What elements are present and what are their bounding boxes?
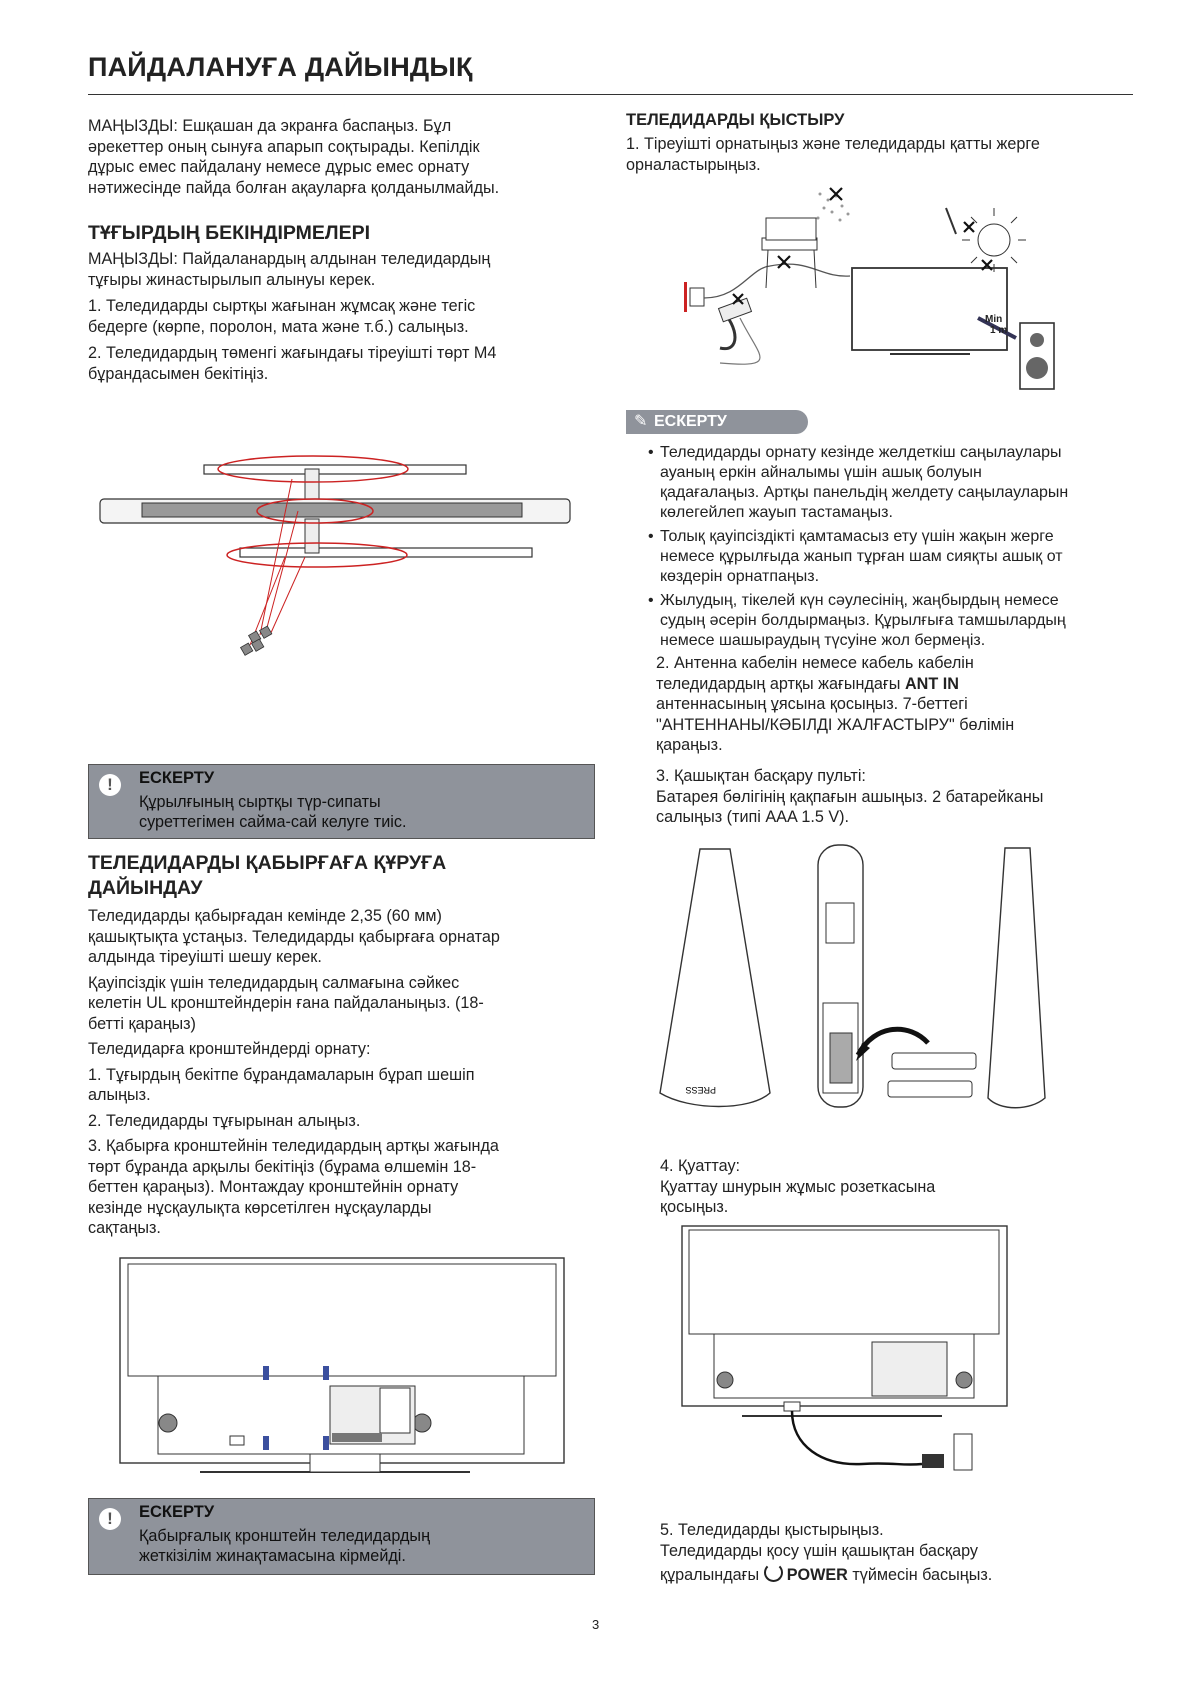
- remote-battery-illustration: [660, 843, 1060, 1113]
- note-header: ✎ ЕСКЕРТУ: [626, 410, 808, 434]
- connect-step-2: 2. Антенна кабелін немесе кабель кабелін теледидардың артқы жағындағы ANT IN антеннасының ұясына қосыңыз. 7-беттегі "АНТЕННАНЫ/КӘБІЛДІ ЖАЛҒАСТЫРУ" бөлімін қараңыз.: [656, 654, 1015, 754]
- important-warning: МАҢЫЗДЫ: Ешқашан да экранға баспаңыз. Бұл әрекеттер оның сынуға апарып соқтырады. Кепілдік дұрыс емес пайдалану немесе дұрыс емес орнату нәтижесінде пайда болған ақауларға қолданылмайды.: [88, 117, 500, 197]
- stand-heading: ТҰҒЫРДЫҢ БЕКІНДІРМЕЛЕРІ: [88, 222, 371, 244]
- connect-step-5: 5. Теледидарды қыстырыңыз. Теледидарды қосу үшін қашықтан басқару құралындағы POWER түймесін басыңыз.: [660, 1521, 993, 1584]
- stand-assembly-illustration: [100, 445, 580, 685]
- connect-step-3: 3. Қашықтан басқару пульті: Батарея бөлігінің қақпағын ашыңыз. 2 батарейканы салыңыз (типі AAA 1.5 V).: [656, 767, 1044, 826]
- stand-step-2: 2. Теледидардың төменгі жағындағы тіреуішті төрт М4 бұрандасымен бекітіңіз.: [88, 344, 497, 383]
- stand-step-1: 1. Теледидарды сыртқы жағынан жұмсақ және тегіс бедерге (көрпе, поролон, мата және т.б.) салыңыз.: [88, 297, 476, 336]
- wall-mount-heading: ТЕЛЕДИДАРДЫ ҚАБЫРҒАҒА ҚҰРУҒА ДАЙЫНДАУ: [88, 852, 447, 899]
- page-title: ПАЙДАЛАНУҒА ДАЙЫНДЫҚ: [88, 52, 473, 82]
- tv-back-bracket-illustration: [120, 1258, 570, 1488]
- connect-heading: ТЕЛЕДИДАРДЫ ҚЫСТЫРУ: [626, 111, 845, 129]
- note-bracket-not-included: ! ЕСКЕРТУ Қабырғалық кронштейн теледидардың жеткізілім жинақтамасына кірмейді.: [88, 1498, 595, 1575]
- note-exterior: ! ЕСКЕРТУ Құрылғының сыртқы түр-сипаты суреттегімен сайма-сай келуге тиіс.: [88, 764, 595, 839]
- bullet-ventilation: • Теледидарды орнату кезінде желдеткіш саңылаулары ауаның еркін айналымы үшін ашық болуын қадағалаңыз. Артқы панельдің желдету саңылауларын көлегейлеп жауып тастамаңыз.: [660, 443, 1128, 523]
- min-distance-label: Min 1 m: [985, 314, 1008, 336]
- power-cord-illustration: [672, 1226, 1012, 1496]
- connect-step-1: 1. Тіреуішті орнатыңыз және теледидарды қатты жерге орналастырыңыз.: [626, 135, 1040, 174]
- bullet-open-flame: • Толық қауіпсіздікті қамтамасыз ету үшін жақын жерге немесе құрылғыда жанып тұрған шам сияқты ашық от көздерін орнатпаңыз.: [660, 527, 1128, 587]
- pencil-icon: ✎: [634, 413, 648, 430]
- page-number: 3: [592, 1617, 600, 1632]
- bullet-heat-water: • Жылудың, тікелей күн сәулесінің, жаңбырдың немесе судың әсерін болдырмаңыз. Құрылғыға тамшылардың немесе шашыраудың түсуіне жол бермеңіз.: [660, 591, 1128, 651]
- exclamation-icon: !: [99, 774, 121, 796]
- stand-important: МАҢЫЗДЫ: Пайдаланардың алдынан теледидардың тұғыры жинастырылып алынуы керек.: [88, 250, 491, 289]
- connect-step-4: 4. Қуаттау: Қуаттау шнурын жұмыс розеткасына қосыңыз.: [660, 1157, 936, 1216]
- title-divider: [88, 94, 1133, 95]
- wall-mount-text: Теледидарды қабырғадан кемінде 2,35 (60 мм) қашықтықта ұстаңыз. Теледидарды қабырғаға орнатар алдында тіреуішті шешу керек. Қауіпсіздік үшін теледидардың салмағына сәйкес келетін UL кронштейндерін ғана пайдаланыңыз. (18- бетті қараңыз) Теледидарға кронштейндерді орнату: 1. Тұғырдың бекітпе бұрандамаларын бұрап шешіп алыңыз. 2. Теледидарды тұғырынан алыңыз. 3. Қабырға кронштейнін теледидардың артқы жағында төрт бұранда арқылы бекітіңіз (бұрама өлшемін 18- беттен қараңыз). Монтаждау кронштейнін орнату кезінде нұсқаулықта көрсетілген нұсқауларды сақтаңыз.: [88, 907, 500, 1237]
- exclamation-icon: !: [99, 1508, 121, 1530]
- placement-hazards-illustration: [680, 188, 1060, 398]
- power-icon: [764, 1563, 783, 1582]
- press-label: PRESS: [685, 1085, 716, 1095]
